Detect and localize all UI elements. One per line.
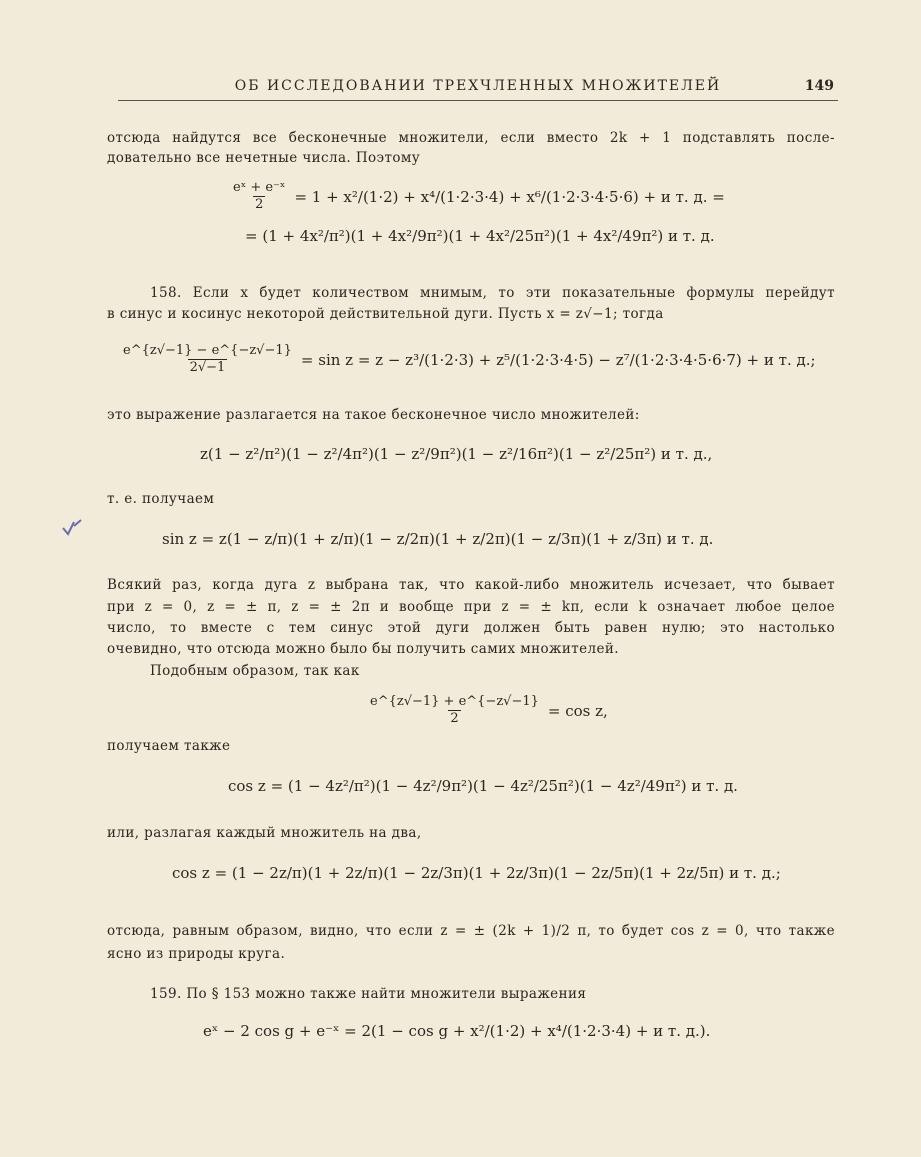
equation-body: sin z = z(1 − z/π)(1 + z/π)(1 − z/2π)(1 + z/2π)(1 − z/3π)(1 + z/3π) и т. д.	[162, 530, 714, 548]
equation-sine-product	[200, 445, 712, 463]
equation-sine-series	[118, 343, 820, 376]
equation-cosh-product	[245, 227, 715, 245]
text-line: отсюда найдутся все бесконечные множители, если вместо 2k + 1 подставлять после-	[107, 130, 835, 146]
text-line: в синус и косинус некоторой действительной дуги. Пусть x = z√−1; тогда	[107, 306, 664, 322]
text-line: при z = 0, z = ± π, z = ± 2π и вообще при z = ± kπ, если k означает любое целое	[107, 599, 835, 615]
equation-cosine-product	[228, 777, 738, 795]
equation-cosine-linear-product	[172, 864, 781, 882]
equation-cosine-exp	[365, 694, 612, 727]
fraction: $\frac{e\^{}\{z√-1\} - e\^{}\{-z√-1\}}{2√-1}$	[123, 343, 292, 375]
equation-body: cos z = (1 − 2z/π)(1 + 2z/π)(1 − 2z/3π)(1 + 2z/3π)(1 − 2z/5π)(1 + 2z/5π) и т. д.;	[172, 864, 781, 882]
equation-sine-linear-product	[162, 530, 713, 548]
equation-body: cos z = (1 − 4z²/π²)(1 − 4z²/9π²)(1 − 4z²/25π²)(1 − 4z²/49π²) и т. д.	[228, 777, 738, 795]
equation-trinomial-series	[203, 1022, 710, 1040]
text-line: довательно все нечетные числа. Поэтому	[107, 150, 421, 166]
text-line: Подобным образом, так как	[150, 663, 360, 679]
text-line: 158. Если x будет количеством мнимым, то эти показательные формулы перейдут	[150, 285, 835, 301]
header-title: ОБ ИССЛЕДОВАНИИ ТРЕХЧЛЕННЫХ МНОЖИТЕЛЕЙ	[234, 78, 722, 94]
equation-body: eˣ − 2 cos g + e⁻ˣ = 2(1 − cos g + x²/(1·2) + x⁴/(1·2·3·4) + и т. д.).	[203, 1022, 711, 1040]
equation-body: = (1 + 4x²/π²)(1 + 4x²/9π²)(1 + 4x²/25π²)(1 + 4x²/49π²) и т. д.	[245, 227, 715, 245]
equation-cosh-series	[228, 180, 729, 213]
text-line: Всякий раз, когда дуга z выбрана так, что какой-либо множитель исчезает, что бывает	[107, 577, 835, 593]
text-line: отсюда, равным образом, видно, что если z = ± (2k + 1)/2 π, то будет cos z = 0, что также	[107, 923, 835, 939]
fraction: $\frac{\text{eˣ + e⁻ˣ}}{2}$	[233, 180, 286, 212]
equation-rhs: = cos z,	[547, 701, 608, 720]
text-line: или, разлагая каждый множитель на два,	[107, 825, 422, 841]
text-line: очевидно, что отсюда можно было бы получить самих множителей.	[107, 641, 619, 657]
text-line: получаем также	[107, 738, 231, 754]
page-number: 149	[804, 78, 834, 94]
equation-rhs: = sin z = z − z³/(1·2·3) + z⁵/(1·2·3·4·5) − z⁷/(1·2·3·4·5·6·7) + и т. д.;	[300, 350, 816, 369]
equation-body: z(1 − z²/π²)(1 − z²/4π²)(1 − z²/9π²)(1 − z²/16π²)(1 − z²/25π²) и т. д.,	[200, 445, 713, 463]
text-line: число, то вместе с тем синус этой дуги должен быть равен нулю; это настолько	[107, 620, 835, 636]
text-line: 159. По § 153 можно также найти множители выражения	[150, 986, 587, 1002]
equation-rhs: = 1 + x²/(1·2) + x⁴/(1·2·3·4) + x⁶/(1·2·3·4·5·6) + и т. д. =	[294, 187, 725, 206]
text-line: т. е. получаем	[107, 491, 215, 507]
fraction: $\frac{e\^{}\{z√-1\} + e\^{}\{-z√-1\}}{2}$	[370, 694, 539, 726]
text-line: это выражение разлагается на такое бесконечное число множителей:	[107, 407, 640, 423]
running-header	[118, 78, 838, 101]
text-line: ясно из природы круга.	[107, 946, 286, 962]
margin-checkmark-icon	[60, 518, 84, 540]
